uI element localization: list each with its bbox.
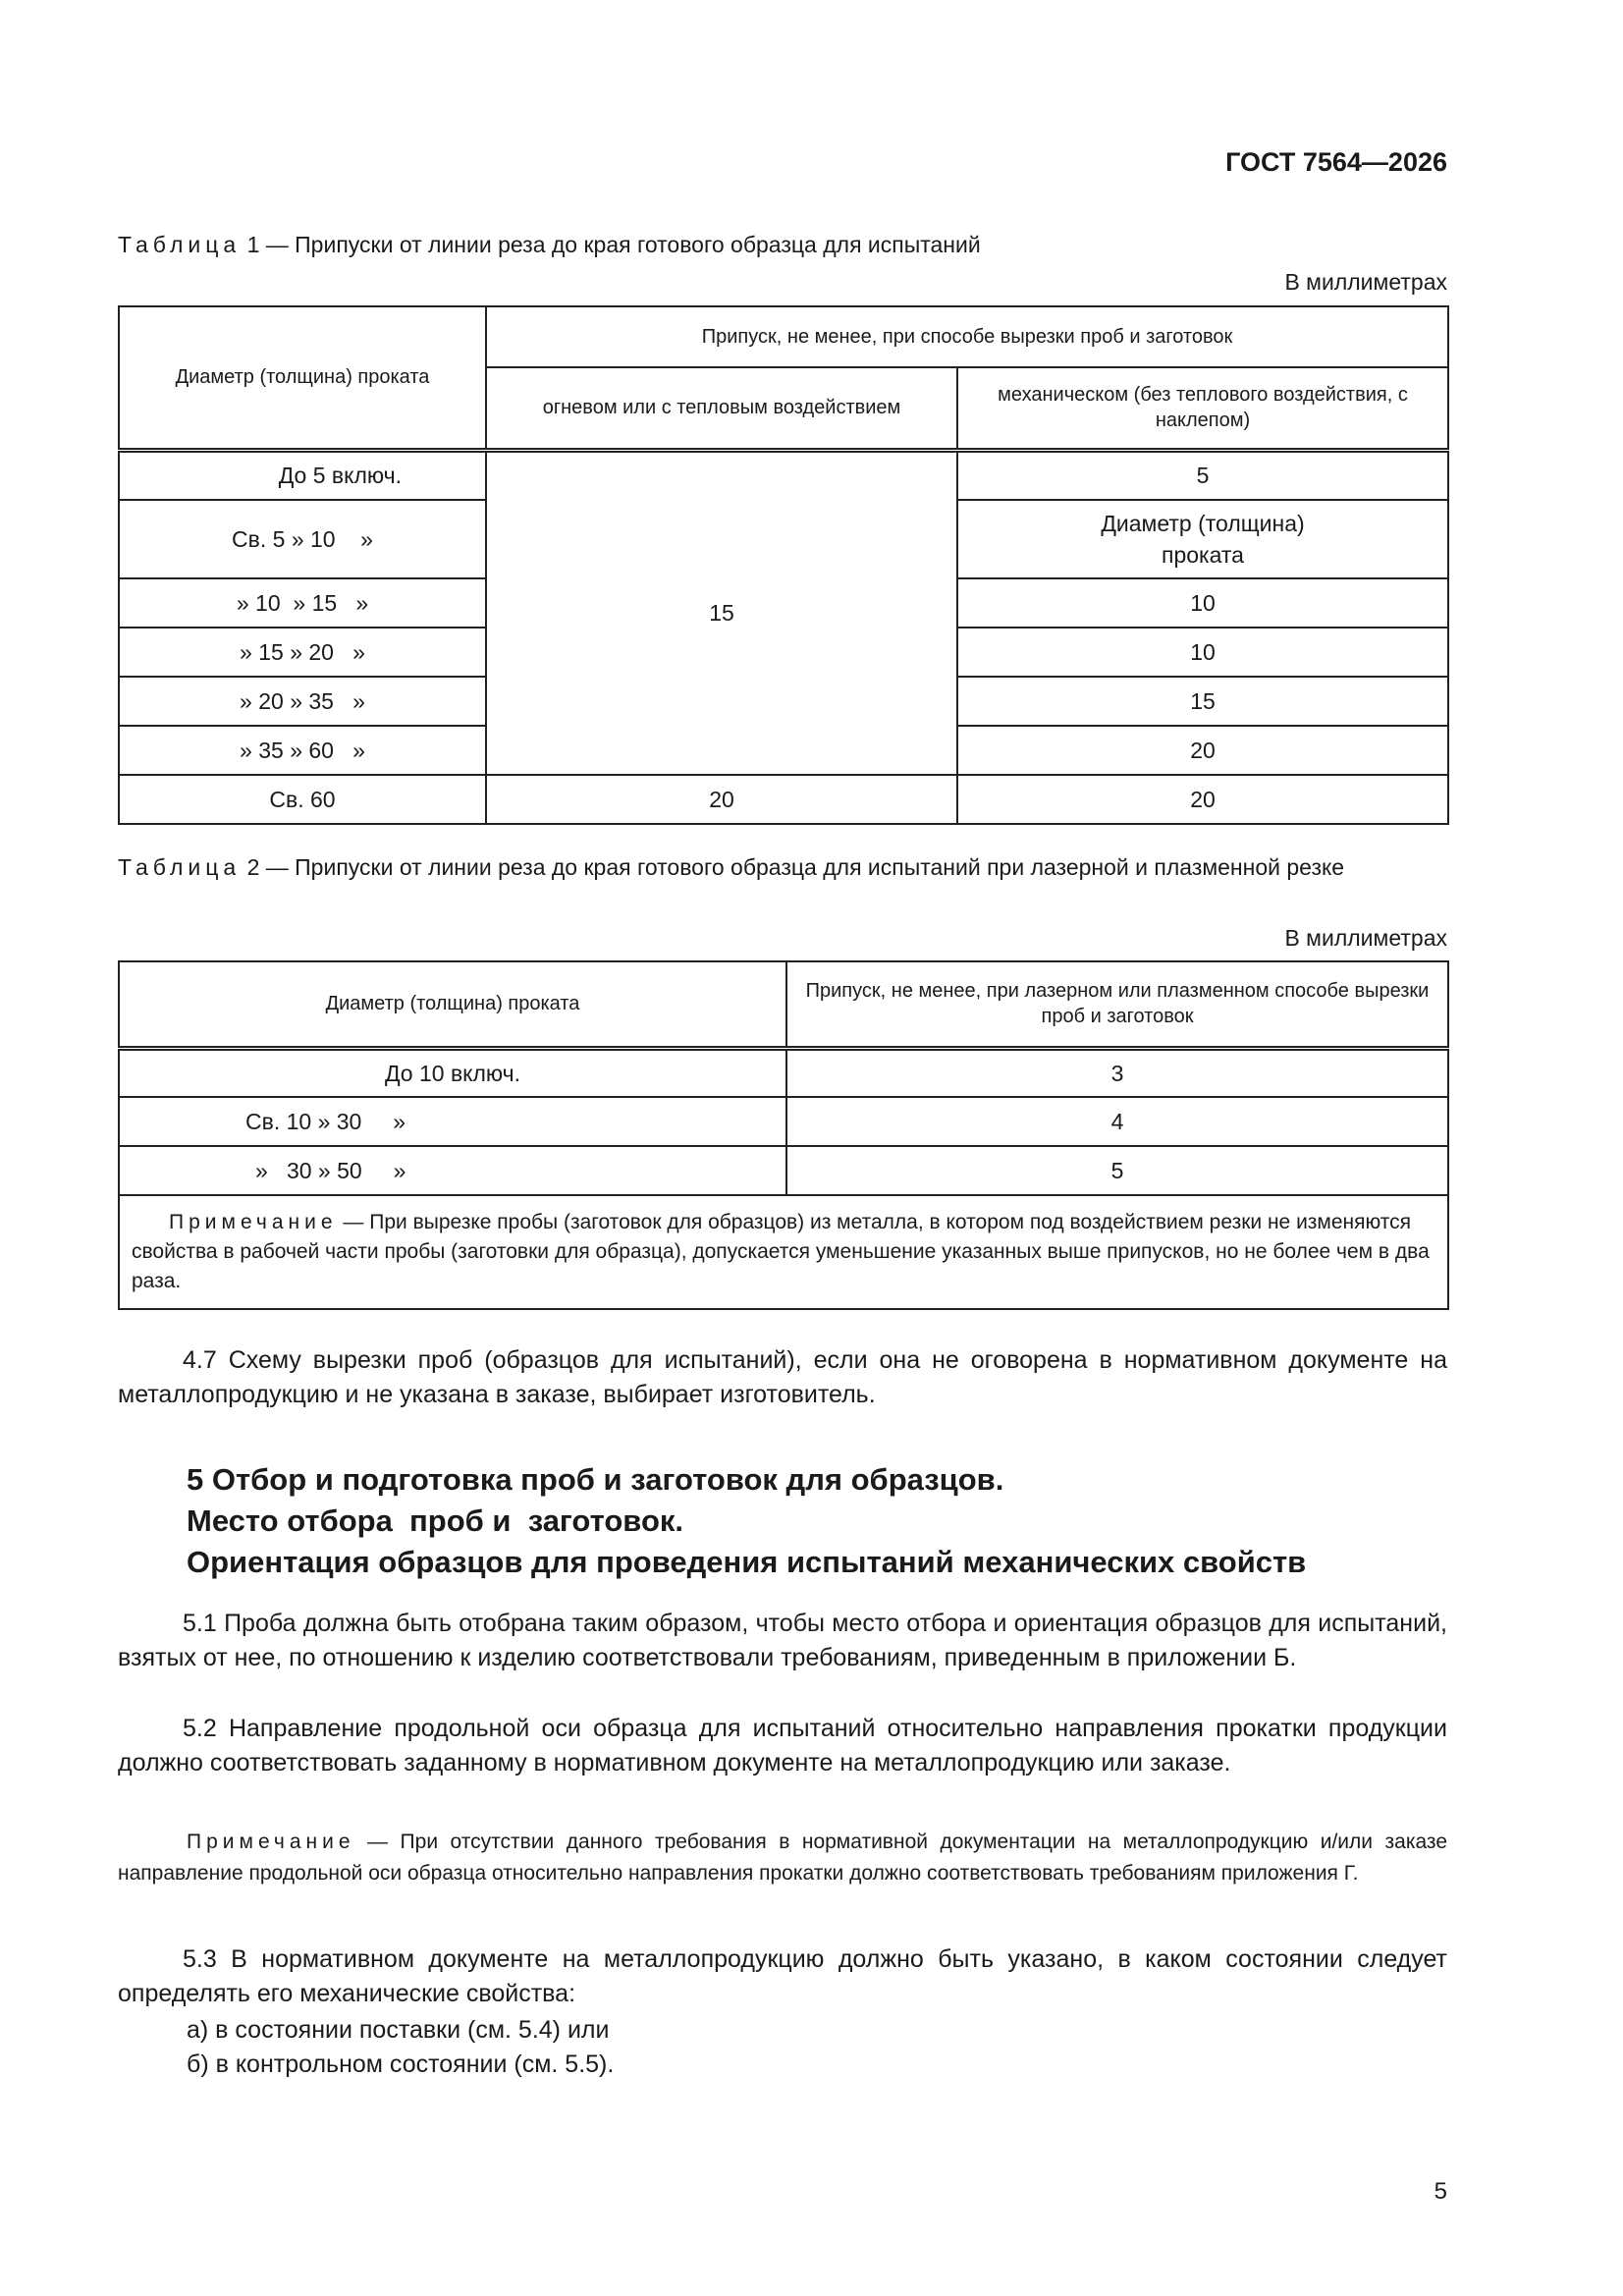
- table1-cell-diameter: » 10 » 15 »: [119, 578, 486, 628]
- section-5-heading-line1: 5 Отбор и подготовка проб и заготовок для образцов.: [187, 1462, 1004, 1497]
- table1-cell-diameter: » 35 » 60 »: [119, 726, 486, 775]
- table2-caption-label: Таблица: [118, 854, 242, 880]
- table2: [118, 960, 1449, 1310]
- table1-cell-fire: 20: [486, 775, 957, 824]
- paragraph-5-1: 5.1 Проба должна быть отобрана таким образом, чтобы место отбора и ориентация образцов для испытаний, взятых от нее, по отношению к изделию соответствовали требованиям, приведенным в приложении Б.: [118, 1610, 1447, 1671]
- list-item: б) в контрольном состоянии (см. 5.5).: [187, 2050, 615, 2078]
- table1-cell-mech: 10: [957, 578, 1448, 628]
- table-row: [119, 450, 1448, 500]
- table1-cell-mech: 10: [957, 628, 1448, 677]
- table2-head-allowance: Припуск, не менее, при лазерном или плазменном способе вырезки проб и заготовок: [786, 961, 1448, 1048]
- note-5-2: [118, 1827, 1447, 1889]
- note-5-2-label: Примечание: [187, 1831, 355, 1853]
- table1-caption-text: 1 — Припуски от линии реза до края готового образца для испытаний: [246, 232, 981, 257]
- table2-note-text: — При вырезке пробы (заготовок для образцов) из металла, в котором под воздействием резки не изменяются свойства в рабочей части пробы (заготовки для образца), допускается уменьшение указанных выше припусков, но не более чем в два раза.: [132, 1211, 1430, 1292]
- table2-head-diameter: Диаметр (толщина) проката: [119, 961, 786, 1048]
- table2-cell-diameter: Св. 10 » 30 »: [119, 1097, 786, 1146]
- table-row: [119, 1097, 1448, 1146]
- table2-caption: [118, 850, 1447, 885]
- table1-cell-mech: Диаметр (толщина) проката: [957, 500, 1448, 578]
- table1-caption: [118, 228, 1447, 262]
- table1-cell-diameter: Св. 60: [119, 775, 486, 824]
- section-5-heading: [187, 1459, 1443, 1583]
- table1-cell-mech: 15: [957, 677, 1448, 726]
- paragraph-5-2: 5.2 Направление продольной оси образца для испытаний относительно направления прокатки продукции должно соответствовать заданному в нормативном документе на металлопродукцию или заказе.: [118, 1715, 1447, 1777]
- table1-head-mech: механическом (без теплового воздействия, с наклепом): [957, 367, 1448, 450]
- table1-head-fire: огневом или с тепловым воздействием: [486, 367, 957, 450]
- table2-cell-value: 5: [786, 1146, 1448, 1195]
- table2-units: В миллиметрах: [1284, 925, 1447, 951]
- table1-cell-mech: 20: [957, 775, 1448, 824]
- table1-cell-fire-merged: 15: [486, 450, 957, 775]
- table1-cell-diameter: Св. 5 » 10 »: [119, 500, 486, 578]
- table-row: [119, 1048, 1448, 1097]
- table2-note-label: Примечание: [169, 1211, 338, 1233]
- paragraph-5-3: 5.3 В нормативном документе на металлопродукцию должно быть указано, в каком состоянии следует определять его механические свойства:: [118, 1945, 1447, 2007]
- list-item: а) в состоянии поставки (см. 5.4) или: [187, 2016, 610, 2044]
- list-5-3: [118, 2013, 1447, 2082]
- paragraph-4-7: 4.7 Схему вырезки проб (образцов для испытаний), если она не оговорена в нормативном документе на металлопродукцию и не указана в заказе, выбирает изготовитель.: [118, 1346, 1447, 1408]
- page-number: 5: [1434, 2178, 1447, 2205]
- table1-cell-diameter: » 20 » 35 »: [119, 677, 486, 726]
- section-5-heading-line2: Место отбора проб и заготовок.: [187, 1503, 684, 1538]
- table1-cell-mech: 5: [957, 450, 1448, 500]
- table1-cell-diameter: » 15 » 20 »: [119, 628, 486, 677]
- table2-note-row: [119, 1195, 1448, 1309]
- table1-head-group: Припуск, не менее, при способе вырезки проб и заготовок: [486, 306, 1448, 367]
- table2-cell-value: 4: [786, 1097, 1448, 1146]
- table2-cell-diameter: До 10 включ.: [119, 1048, 786, 1097]
- table2-note: [119, 1195, 1448, 1309]
- note-5-2-text: — При отсутствии данного требования в нормативной документации на металлопродукцию и/или заказе направление продольной оси образца относительно направления прокатки должно соответствовать требованиям приложения Г.: [118, 1831, 1447, 1885]
- table-row: [119, 1146, 1448, 1195]
- table2-caption-text: 2 — Припуски от линии реза до края готового образца для испытаний при лазерной и плазменной резке: [246, 854, 1345, 880]
- table1: [118, 305, 1449, 825]
- table1-caption-label: Таблица: [118, 232, 242, 257]
- table2-cell-value: 3: [786, 1048, 1448, 1097]
- document-code: ГОСТ 7564—2026: [1225, 147, 1447, 177]
- table1-cell-mech: 20: [957, 726, 1448, 775]
- table1-cell-diameter: До 5 включ.: [119, 450, 486, 500]
- table1-head-diameter: Диаметр (толщина) проката: [119, 306, 486, 450]
- table1-units: В миллиметрах: [1284, 269, 1447, 295]
- table2-cell-diameter: » 30 » 50 »: [119, 1146, 786, 1195]
- table-row: [119, 775, 1448, 824]
- section-5-heading-line3: Ориентация образцов для проведения испытаний механических свойств: [187, 1545, 1307, 1579]
